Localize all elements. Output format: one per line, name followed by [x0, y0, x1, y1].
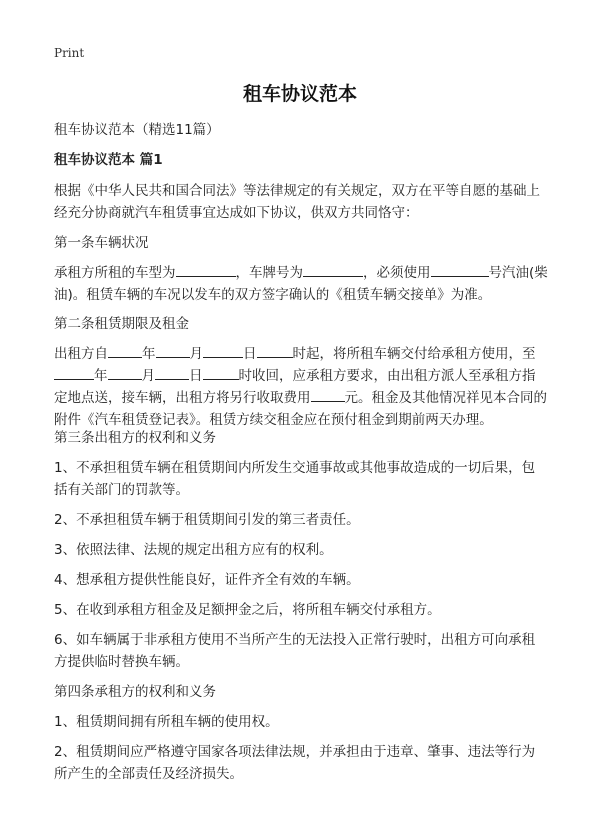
blank-line	[257, 343, 293, 358]
blank-line	[203, 343, 243, 358]
article-1-title: 第一条车辆状况	[54, 235, 149, 251]
text-segment: 月	[141, 368, 155, 384]
text-segment: 月	[189, 346, 203, 362]
text-segment: ，车牌号为	[235, 265, 303, 281]
article-3-item: 5、在收到承租方租金及足额押金之后，将所租车辆交付承租方。	[54, 602, 441, 618]
blank-line	[155, 365, 189, 380]
text-segment: 时收回，应承租方要求，由出租方派人至承租方指定地点送，接车辆，出租方将另行收取费用	[54, 368, 536, 406]
article-4-item: 1、租赁期间拥有所租车辆的使用权。	[54, 714, 279, 730]
blank-line	[431, 262, 489, 277]
text-segment: ，必须使用	[363, 265, 431, 281]
text-segment: 元。租金及其他情况祥见本合同的附件《汽车租赁登记表》。租赁方续交租金应在预付租金到期前两天办理。	[54, 390, 547, 428]
article-3-item: 4、想承租方提供性能良好，证件齐全有效的车辆。	[54, 572, 360, 588]
blank-line	[108, 365, 142, 380]
text-segment: 日	[189, 368, 203, 384]
text-segment: 时起，将所租车辆交付给承租方使用，至	[292, 346, 536, 362]
text-segment: 号汽油(柴油)。租赁车辆的车况以发车的双方签字确认的《租赁车辆交接单》为准。	[54, 265, 548, 303]
document-subtitle: 租车协议范本（精选11篇）	[54, 122, 220, 138]
text-segment: 日	[243, 346, 257, 362]
article-4-title: 第四条承租方的权利和义务	[54, 684, 216, 700]
text-segment: 出租方自	[54, 346, 108, 362]
blank-line	[203, 365, 239, 380]
intro-paragraph: 根据《中华人民共和国合同法》等法律规定的有关规定，双方在平等自愿的基础上经充分协商就汽车租赁事宜达成如下协议，供双方共同恪守：	[54, 183, 540, 221]
print-label[interactable]: Print	[54, 46, 85, 60]
blank-line	[54, 365, 94, 380]
text-segment: 年	[142, 346, 156, 362]
blank-line	[176, 262, 236, 277]
article-1-body	[54, 262, 548, 306]
article-3-title: 第三条出租方的权利和义务	[54, 430, 216, 446]
blank-line	[108, 343, 142, 358]
article-2-title: 第二条租赁期限及租金	[54, 316, 189, 332]
article-3-item: 3、依照法律、法规的规定出租方应有的权利。	[54, 542, 333, 558]
article-3-item: 1、不承担租赁车辆在租赁期间内所发生交通事故或其他事故造成的一切后果，包括有关部门的罚款等。	[54, 460, 536, 498]
article-4-item: 2、租赁期间应严格遵守国家各项法律法规，并承担由于违章、肇事、违法等行为所产生的全部责任及经济损失。	[54, 744, 536, 782]
article-2-body	[54, 343, 548, 431]
article-3-item: 2、不承担租赁车辆于租赁期间引发的第三者责任。	[54, 512, 360, 528]
article-3-item: 6、如车辆属于非承租方使用不当所产生的无法投入正常行驶时，出租方可向承租方提供临时替换车辆。	[54, 632, 536, 670]
text-segment: 承租方所租的车型为	[54, 265, 176, 281]
blank-line	[156, 343, 190, 358]
text-segment: 年	[94, 368, 108, 384]
document-title: 租车协议范本	[242, 83, 357, 105]
blank-line	[303, 262, 363, 277]
section-heading: 租车协议范本 篇1	[54, 152, 163, 168]
blank-line	[311, 387, 345, 402]
